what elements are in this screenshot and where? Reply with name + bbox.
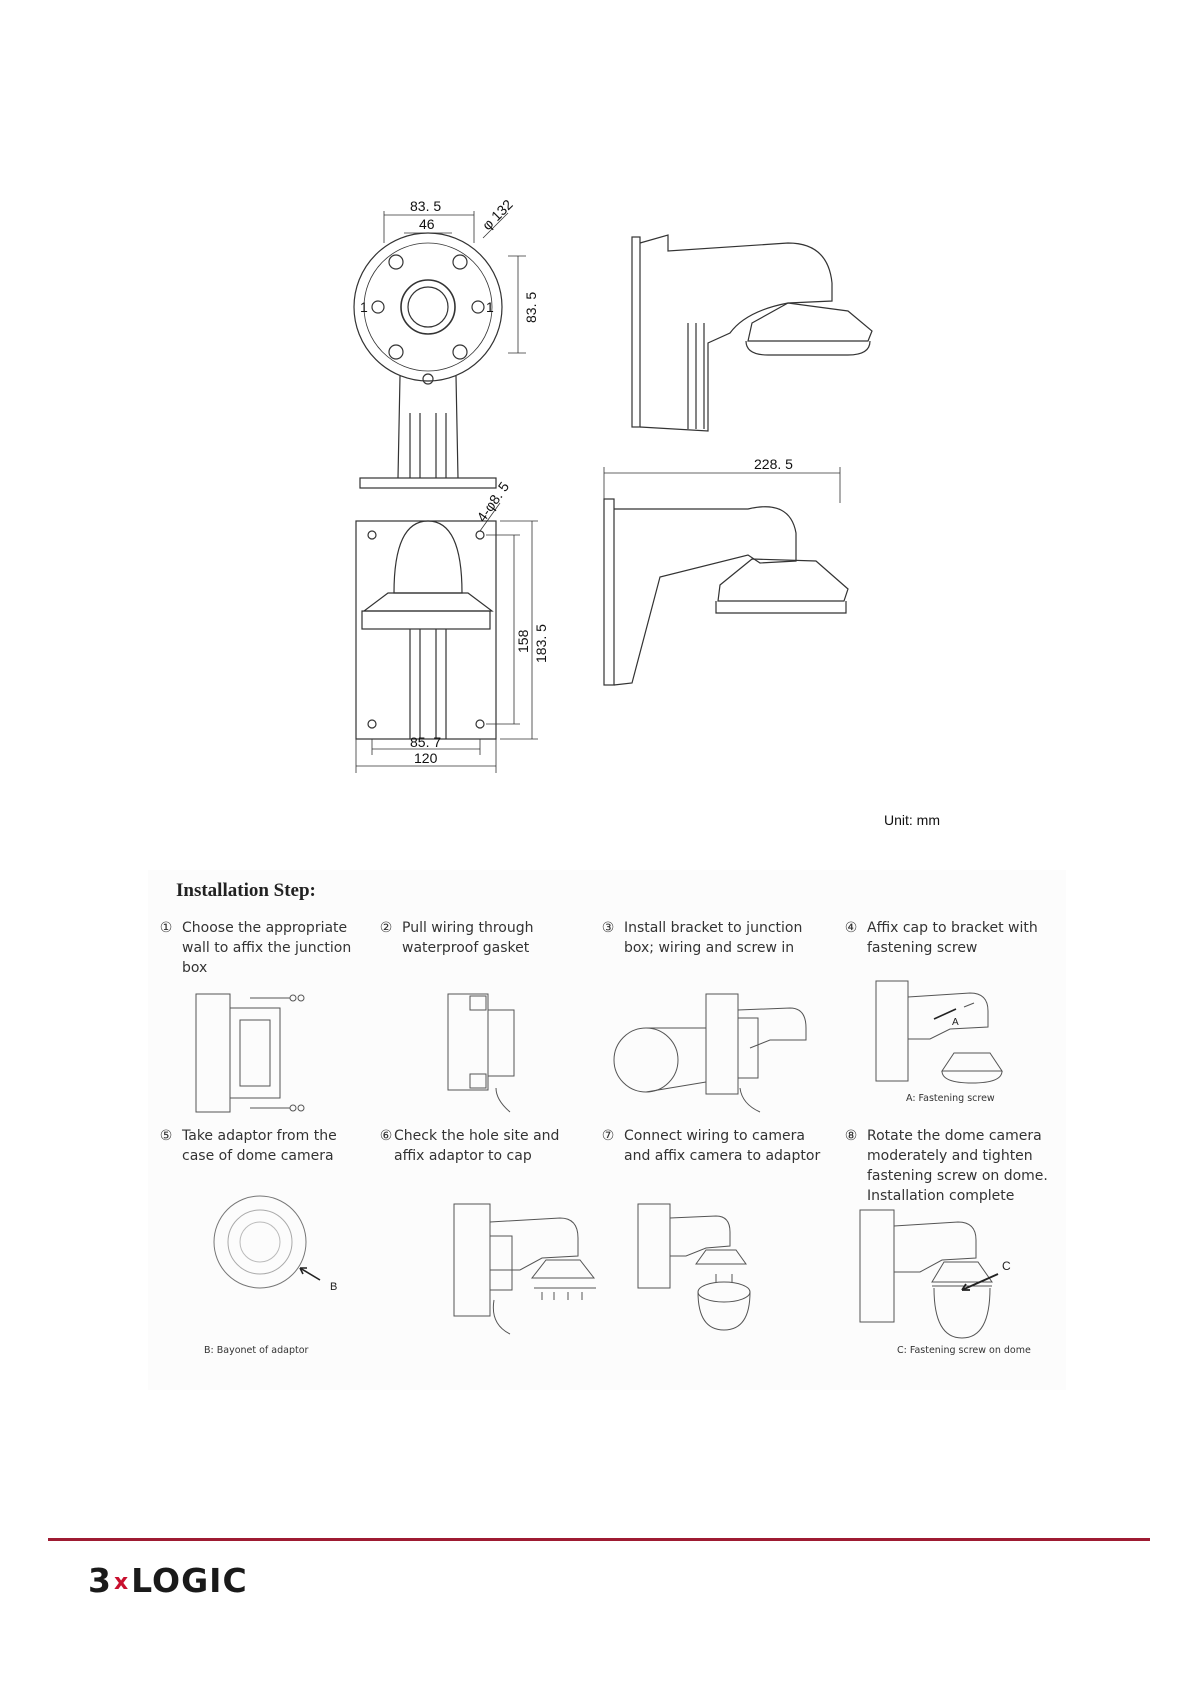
dim-top-width-inner: 46 (419, 216, 435, 232)
step-5-caption: B: Bayonet of adaptor (204, 1345, 309, 1356)
step-5-illustration (210, 1188, 350, 1308)
step-4-illustration (870, 975, 1020, 1105)
step-8-text: Rotate the dome camera moderately and tighten fastening screw on dome. Installation complete (867, 1128, 1048, 1204)
step-8-marker-c: C (1002, 1259, 1011, 1273)
dim-back-holes: 4-φ8. 5 (473, 478, 513, 525)
dim-top-height: 83. 5 (523, 291, 539, 323)
step-6-number: ⑥ (379, 1128, 393, 1144)
footer-rule (48, 1538, 1150, 1541)
side-view-wallplate (632, 237, 640, 427)
step-4-number: ④ (844, 920, 858, 936)
side-view-lower-wallplate (604, 499, 614, 685)
step-1-text: Choose the appropriate wall to affix the junction box (182, 920, 352, 976)
step-8-number: ⑧ (844, 1128, 858, 1144)
step-3-number: ③ (601, 920, 615, 936)
step-4-text: Affix cap to bracket with fastening screw (867, 920, 1038, 956)
dimension-drawing (148, 183, 1090, 838)
top-view-cap-outer (354, 233, 502, 381)
step-6-illustration (450, 1200, 610, 1340)
step-2-text: Pull wiring through waterproof gasket (402, 920, 534, 956)
step-5-marker-b: B (330, 1281, 338, 1293)
step-1-number: ① (159, 920, 173, 936)
dim-side-length-total: 228. 5 (754, 456, 793, 472)
dim-top-diameter: φ 132 (478, 196, 516, 234)
dim-back-height-total: 183. 5 (533, 624, 549, 663)
bracket-dimension-svg (148, 183, 1090, 838)
installation-title: Installation Step: (176, 880, 316, 901)
step-7-text: Connect wiring to camera and affix camera to adaptor (624, 1128, 821, 1164)
step-2-illustration (444, 988, 534, 1118)
top-view-center-inner (408, 287, 448, 327)
dim-back-width-total: 120 (414, 750, 438, 766)
step-2-number: ② (379, 920, 393, 936)
step-5-text: Take adaptor from the case of dome camera (182, 1128, 337, 1164)
step-4-marker-a: A (952, 1017, 959, 1028)
dim-back-hole-spacing-v: 158 (515, 629, 531, 653)
top-view-cap-inner (364, 243, 492, 371)
back-view-plate (356, 521, 496, 739)
step-1-illustration (190, 988, 330, 1118)
step-3-text: Install bracket to junction box; wiring and screw in (624, 920, 803, 956)
step-5-number: ⑤ (159, 1128, 173, 1144)
logo-part-logic: LOGIC (131, 1561, 248, 1600)
step-8-illustration (858, 1206, 1028, 1346)
top-view-center-hole (401, 280, 455, 334)
step-7-number: ⑦ (601, 1128, 615, 1144)
dim-back-hole-spacing-h: 85. 7 (410, 734, 442, 750)
step-8-caption: C: Fastening screw on dome (897, 1345, 1031, 1356)
logo-part-x: x (113, 1570, 130, 1595)
brand-logo (88, 1563, 248, 1601)
logo-part-3: 3 (88, 1561, 112, 1600)
step-3-illustration (610, 988, 820, 1118)
step-7-illustration (636, 1200, 756, 1340)
dim-top-hole-mark-left: 1 (360, 299, 368, 315)
dim-top-width-outer: 83. 5 (410, 198, 442, 214)
dim-top-hole-mark-right: 1 (486, 299, 494, 315)
unit-label: Unit: mm (884, 812, 940, 828)
step-4-caption: A: Fastening screw (906, 1093, 995, 1104)
step-6-text: Check the hole site and affix adaptor to cap (394, 1128, 560, 1164)
